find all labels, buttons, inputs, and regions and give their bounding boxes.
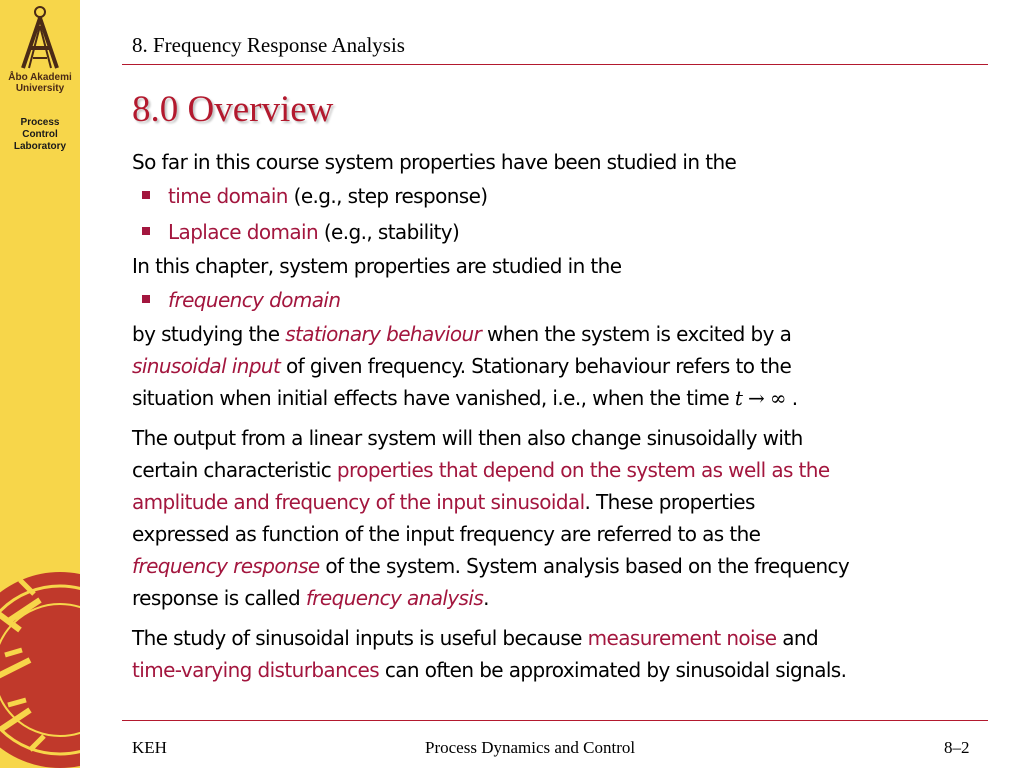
text-run: by studying the: [132, 322, 286, 346]
university-name-line-1: Åbo Akademi: [8, 72, 72, 83]
chapter-title: 8. Frequency Response Analysis: [132, 33, 405, 57]
lab-name-line-3: Laboratory: [13, 141, 67, 152]
text-run: certain characteristic: [132, 458, 337, 482]
paragraph-intro: So far in this course system properties have been studied in the: [132, 150, 737, 174]
text-run: .: [483, 586, 489, 610]
university-logo: [6, 4, 74, 94]
lab-name-line-2: Control: [22, 129, 58, 140]
footer-author: KEH: [132, 738, 167, 757]
term-measurement-noise: measurement noise: [587, 626, 777, 650]
term-amplitude-frequency: amplitude and frequency of the input sinusoidal: [132, 490, 585, 514]
bullet-frequency-domain: [132, 282, 1002, 318]
bullet-square-icon: [142, 295, 150, 303]
math-time-limit: t → ∞: [734, 386, 786, 410]
term-stationary-behaviour: stationary behaviour: [285, 322, 482, 346]
paragraph-chapter: In this chapter, system properties are studied in the: [132, 254, 622, 278]
text-run: . These properties: [584, 490, 755, 514]
term-properties: properties that depend on the system as well as the: [336, 458, 830, 482]
bullet-text: (e.g., stability): [318, 220, 460, 244]
text-run: can often be approximated by sinusoidal signals.: [379, 658, 847, 682]
header-divider: [122, 64, 988, 65]
bullet-term: frequency domain: [168, 288, 341, 312]
lab-name-line-1: Process: [20, 117, 60, 128]
text-run: The study of sinusoidal inputs is useful because: [132, 626, 588, 650]
text-run: of the system. System analysis based on the frequency: [319, 554, 850, 578]
university-name: [6, 72, 74, 94]
lab-name: [0, 117, 80, 153]
term-frequency-analysis: frequency analysis: [305, 586, 484, 610]
paragraph-stationary: [132, 318, 1002, 414]
text-run: expressed as function of the input frequency are referred to as the: [132, 522, 761, 546]
text-run: and: [776, 626, 819, 650]
bullet-laplace-domain: [132, 214, 1002, 250]
slide-title: 8.0 Overview: [132, 89, 334, 130]
text-run: situation when initial effects have vanished, i.e., when the time: [132, 386, 735, 410]
bullet-time-domain: [132, 178, 1002, 214]
paragraph-sinusoidal-inputs: [132, 622, 1002, 686]
text-run: when the system is excited by a: [481, 322, 792, 346]
bullet-term: time domain: [168, 184, 288, 208]
bullet-term: Laplace domain: [168, 220, 319, 244]
text-run: The output from a linear system will then also change sinusoidally with: [132, 426, 803, 450]
text-run: .: [785, 386, 798, 410]
term-frequency-response: frequency response: [132, 554, 320, 578]
abo-akademi-emblem-icon: [15, 4, 65, 72]
slide-body: [132, 146, 1002, 686]
university-name-line-2: University: [15, 83, 65, 94]
bullet-square-icon: [142, 191, 150, 199]
term-sinusoidal-input: sinusoidal input: [132, 354, 281, 378]
bullet-square-icon: [142, 227, 150, 235]
footer-page-number: 8–2: [944, 738, 970, 757]
university-seal-icon: [0, 560, 80, 768]
text-run: of given frequency. Stationary behaviour refers to the: [280, 354, 792, 378]
term-disturbances: time-varying disturbances: [132, 658, 380, 682]
text-run: response is called: [132, 586, 306, 610]
bullet-text: (e.g., step response): [287, 184, 488, 208]
sidebar: [0, 0, 80, 768]
footer-divider: [122, 720, 988, 721]
footer-course: Process Dynamics and Control: [425, 738, 636, 757]
paragraph-output: [132, 422, 1002, 614]
